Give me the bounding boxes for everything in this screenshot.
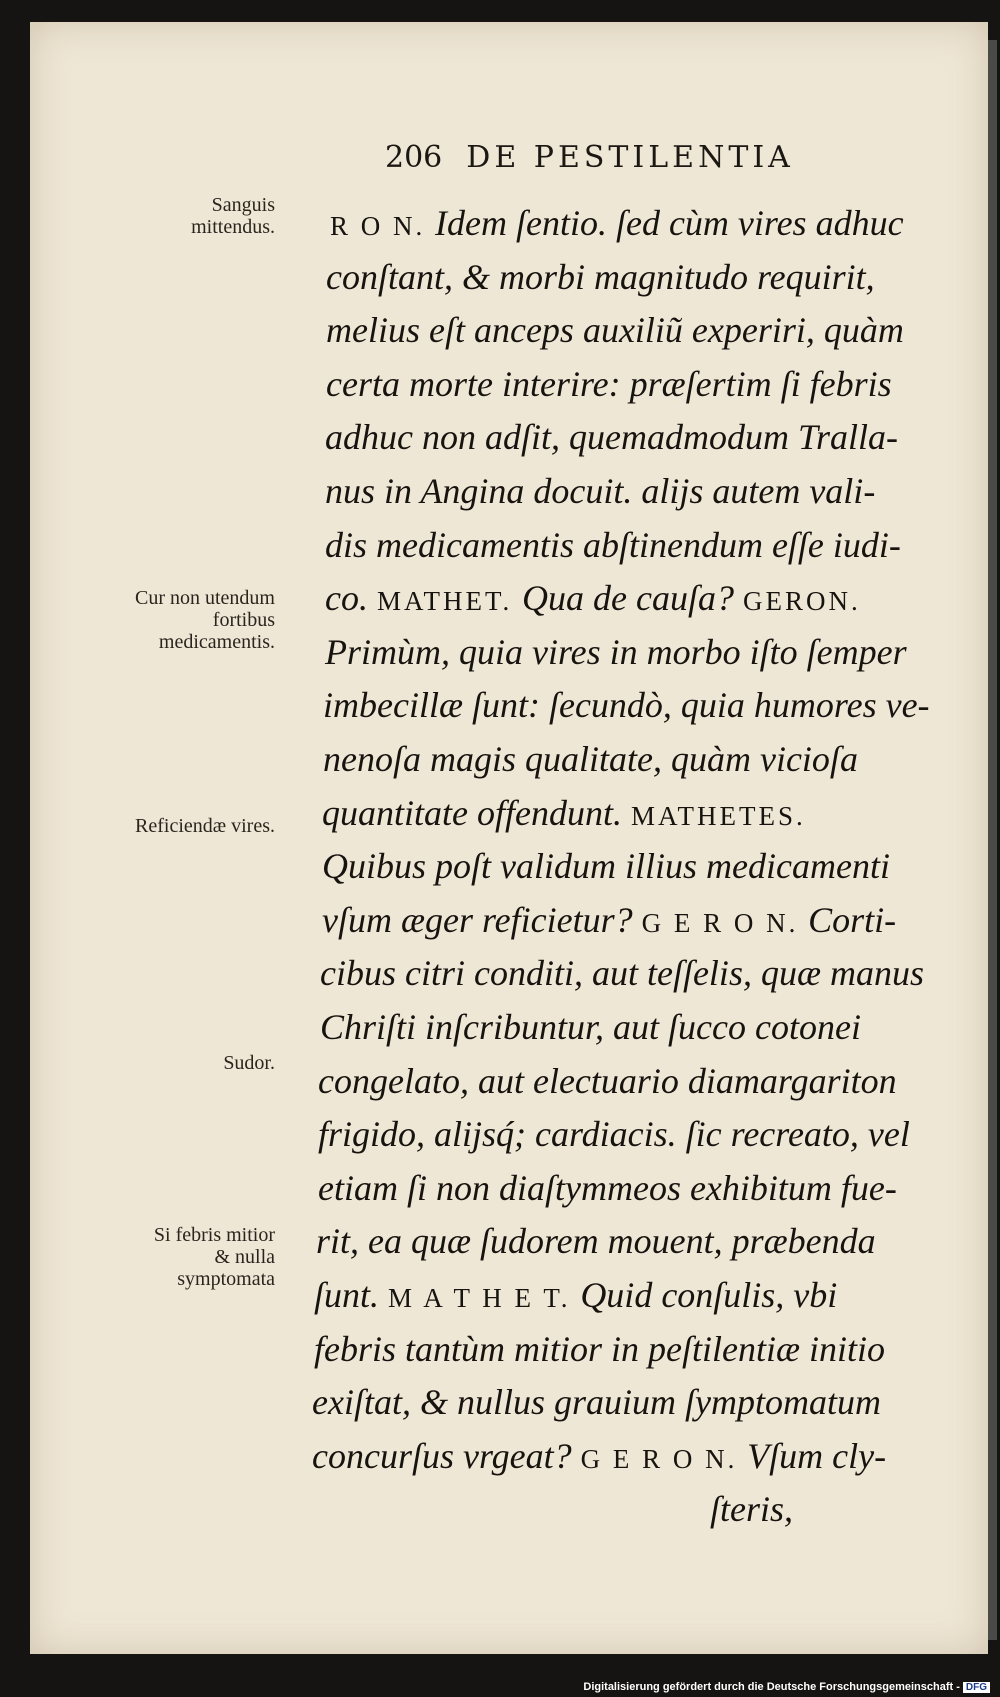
margin-note: Sanguis mittendus.: [191, 194, 275, 238]
text-run: ſteris,: [710, 1489, 794, 1530]
margin-note: Sudor.: [223, 1052, 275, 1074]
text-run: quantitate offendunt.: [322, 792, 631, 833]
text-run: conſtant, & morbi magnitudo requirit,: [326, 256, 875, 297]
text-run: Qua de cauſa?: [521, 578, 743, 619]
text-run: melius eſt anceps auxiliũ experiri, quàm: [326, 310, 904, 351]
text-line: [314, 1328, 885, 1370]
margin-note: Cur non utendum fortibus medicamentis.: [135, 587, 275, 653]
text-run: Chriſti inſcribuntur, aut ſucco cotonei: [320, 1007, 861, 1047]
credit-text: Digitalisierung gefördert durch die Deutsche Forschungsgemeinschaft -: [583, 1681, 960, 1693]
text-line: [322, 899, 896, 941]
text-line: [322, 845, 890, 887]
text-line: [330, 202, 904, 244]
text-run: etiam ſi non diaſtymmeos exhibitum fue-: [318, 1167, 897, 1208]
text-run: cibus citri conditi, aut teſſelis, quæ manus: [320, 953, 924, 994]
text-run: adhuc non adſit, quemadmodum Tralla-: [325, 417, 898, 458]
text-line: [325, 416, 898, 458]
speaker-name: G E R O N.: [641, 907, 809, 938]
text-run: Quibus poſt validum illius medicamenti: [322, 846, 890, 887]
speaker-name: G E R O N.: [580, 1443, 748, 1474]
speaker-name: MATHETES.: [630, 800, 806, 831]
text-run: exiſtat, & nullus grauium ſymptomatum: [312, 1382, 881, 1423]
text-line: [326, 363, 892, 405]
text-line: [325, 577, 861, 619]
text-run: ſunt.: [314, 1275, 389, 1315]
text-line: [320, 952, 924, 994]
text-run: Corti-: [808, 899, 897, 940]
running-header: [385, 140, 794, 175]
margin-note: Reficiendæ vires.: [135, 815, 275, 837]
text-run: Quid conſulis, vbi: [580, 1275, 838, 1315]
text-line: [710, 1488, 793, 1530]
speaker-name: GERON.: [742, 586, 861, 617]
text-run: imbecillæ ſunt: ſecundò, quia humores ve-: [323, 685, 930, 726]
page-number: 206: [385, 140, 443, 175]
digitization-credit: [583, 1681, 990, 1693]
text-line: [312, 1435, 886, 1477]
text-line: [323, 738, 858, 780]
text-line: [318, 1060, 897, 1102]
text-run: febris tantùm mitior in peſtilentiæ initio: [314, 1328, 886, 1369]
text-run: vſum æger reficietur?: [322, 899, 642, 940]
text-line: [314, 1274, 837, 1316]
text-line: [323, 684, 930, 726]
text-line: [318, 1167, 897, 1209]
text-run: rit, ea quæ ſudorem mouent, præbenda: [316, 1221, 876, 1262]
book-page: [30, 22, 988, 1654]
text-run: congelato, aut electuario diamargariton: [318, 1060, 897, 1101]
text-run: dis medicamentis abſtinendum eſſe iudi-: [325, 524, 901, 565]
running-title: DE PESTILENTIA: [466, 140, 794, 175]
text-line: [312, 1381, 881, 1423]
text-line: [325, 631, 907, 673]
text-run: co.: [325, 578, 377, 619]
speaker-name: M A T H E T.: [388, 1283, 581, 1313]
text-run: Vſum cly-: [747, 1435, 887, 1476]
text-run: frigido, alijsq́; cardiacis. ſic recreato, vel: [318, 1114, 910, 1155]
text-line: [326, 256, 875, 298]
text-run: nus in Angina docuit. alijs autem vali-: [325, 471, 876, 511]
text-line: [325, 470, 875, 512]
margin-note: Si febris mitior & nulla symptomata: [153, 1224, 275, 1290]
text-line: [318, 1113, 910, 1155]
speaker-name: R O N.: [330, 211, 436, 241]
text-line: [320, 1006, 861, 1048]
text-run: Idem ſentio. ſed cùm vires adhuc: [435, 203, 904, 243]
speaker-name: MATHET.: [376, 586, 522, 617]
text-line: [326, 309, 904, 351]
text-line: [325, 524, 901, 566]
text-run: concurſus vrgeat?: [312, 1435, 581, 1476]
text-run: nenoſa magis qualitate, quàm vicioſa: [323, 739, 858, 779]
text-run: certa morte interire: præſertim ſi febris: [326, 363, 892, 404]
text-line: [322, 792, 806, 834]
text-run: Primùm, quia vires in morbo iſto ſemper: [325, 631, 907, 672]
dfg-logo: DFG: [963, 1682, 990, 1693]
text-line: [316, 1220, 876, 1262]
